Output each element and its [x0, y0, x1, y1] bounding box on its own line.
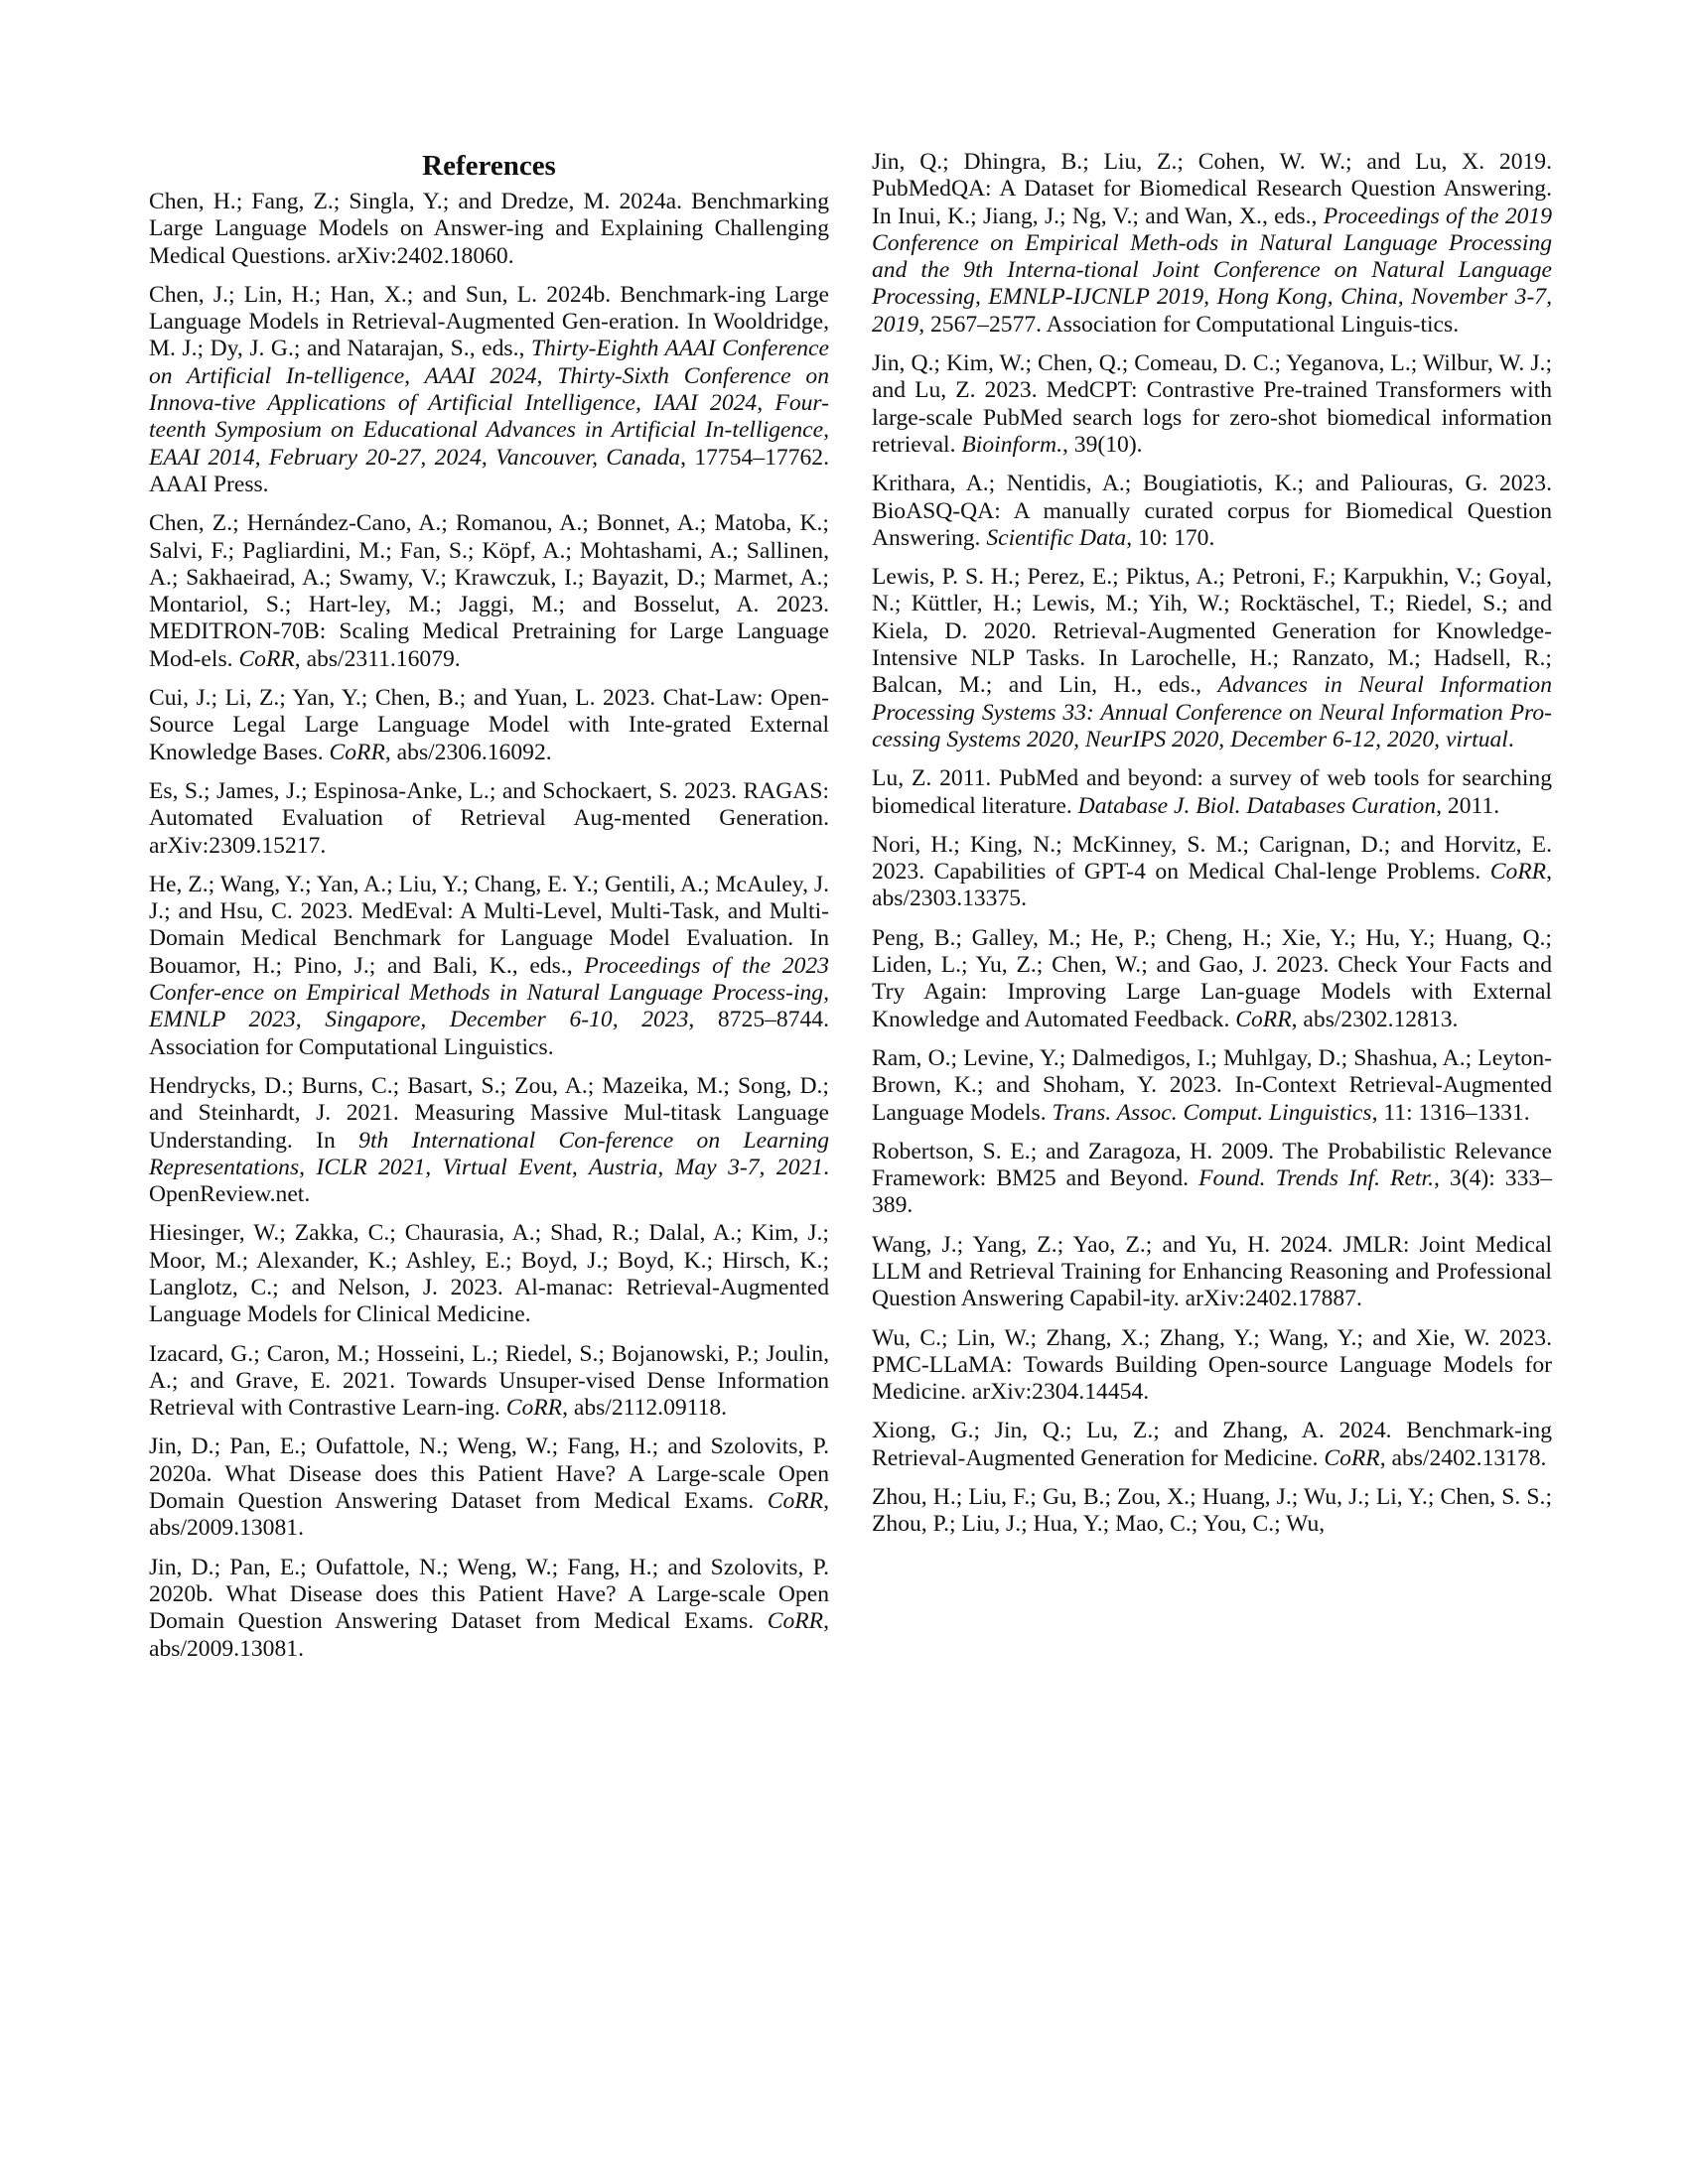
reference-venue: Found. Trends Inf. Retr.: [1198, 1165, 1434, 1192]
reference-tail: , 2011.: [1436, 792, 1500, 819]
reference-venue: CoRR: [1235, 1006, 1292, 1032]
reference-text: Izacard, G.; Caron, M.; Hosseini, L.; Riedel, S.; Bojanowski, P.; Joulin, A.; and Grave, E. 2021. Towards Unsuper-vised Dense Information Retrieval with Contrastive Learn-ing.: [149, 1340, 829, 1422]
reference-entry: [872, 1325, 1552, 1407]
reference-tail: .: [1507, 726, 1514, 752]
reference-entry: [149, 1341, 829, 1423]
reference-entry: [872, 1139, 1552, 1220]
reference-tail: , abs/2302.12813.: [1291, 1006, 1459, 1032]
reference-venue: Database J. Biol. Databases Curation: [1077, 792, 1437, 819]
reference-entry: [149, 189, 829, 270]
reference-venue: CoRR: [767, 1608, 824, 1635]
reference-venue: Proceedings of the 2023 Confer-ence on Empirical Methods in Natural Language Process-ing, EMNLP 2023, Singapore, December 6-10, 2023: [149, 952, 829, 1033]
reference-text: Jin, D.; Pan, E.; Oufattole, N.; Weng, W.; Fang, H.; and Szolovits, P. 2020a. What Disease does this Patient Have? A Large-scale Open Domain Question Answering Dataset from Medical Exams.: [149, 1433, 829, 1515]
reference-venue: Trans. Assoc. Comput. Linguistics: [1052, 1099, 1372, 1126]
reference-venue: CoRR: [1489, 859, 1547, 886]
reference-text: Lu, Z. 2011. PubMed and beyond: a survey of web tools for searching biomedical literature.: [872, 765, 1552, 819]
reference-venue: Thirty-Eighth AAAI Conference on Artificial In-telligence, AAAI 2024, Thirty-Sixth Conference on Innova-tive Applications of Artificial Intelligence, IAAI 2024, Four-teenth Symposium on Educational Advances in Artificial In-telligence, EAAI 2014, February 20-27, 2024, Vancouver, Canada: [149, 336, 829, 471]
reference-tail: , 8725–8744. Association for Computational Linguistics.: [149, 1007, 829, 1060]
reference-tail: . OpenReview.net.: [149, 1154, 829, 1208]
reference-text: Robertson, S. E.; and Zaragoza, H. 2009. The Probabilistic Relevance Framework: BM25 and Beyond.: [872, 1138, 1552, 1192]
reference-text: Peng, B.; Galley, M.; He, P.; Cheng, H.; Xie, Y.; Hu, Y.; Huang, Q.; Liden, L.; Yu, Z.; Chen, W.; and Gao, J. 2023. Check Your Facts and Try Again: Improving Large Lan-guage Models with External Knowledge and Automated Feedback.: [872, 924, 1552, 1032]
reference-text: Zhou, H.; Liu, F.; Gu, B.; Zou, X.; Huang, J.; Wu, J.; Li, Y.; Chen, S. S.; Zhou, P.; Liu, J.; Hua, Y.; Mao, C.; You, C.; Wu,: [872, 1484, 1552, 1538]
reference-text: Lewis, P. S. H.; Perez, E.; Piktus, A.; Petroni, F.; Karpukhin, V.; Goyal, N.; Küttler, H.; Lewis, M.; Yih, W.; Rocktäschel, T.; Riedel, S.; and Kiela, D. 2020. Retrieval-Augmented Generation for Knowledge-Intensive NLP Tasks. In Larochelle, H.; Ranzato, M.; Hadsell, R.; Balcan, M.; and Lin, H., eds.,: [872, 564, 1552, 699]
reference-entry: [149, 872, 829, 1061]
reference-tail: , 17754–17762. AAAI Press.: [149, 444, 830, 497]
reference-text: Es, S.; James, J.; Espinosa-Anke, L.; and Schockaert, S. 2023. RAGAS: Automated Evaluation of Retrieval Aug-mented Generation. arXiv:2309.15217.: [149, 777, 829, 859]
reference-tail: , 11: 1316–1331.: [1371, 1099, 1530, 1126]
reference-text: Wu, C.; Lin, W.; Zhang, X.; Zhang, Y.; Wang, Y.; and Xie, W. 2023. PMC-LLaMA: Towards Building Open-source Language Models for Medicine. arXiv:2304.14454.: [872, 1324, 1552, 1406]
reference-text: Jin, Q.; Kim, W.; Chen, Q.; Comeau, D. C.; Yeganova, L.; Wilbur, W. J.; and Lu, Z. 2023. MedCPT: Contrastive Pre-trained Transformers with large-scale PubMed search logs for zero-shot biomedical information retrieval.: [872, 350, 1552, 458]
reference-text: Chen, H.; Fang, Z.; Singla, Y.; and Dredze, M. 2024a. Benchmarking Large Language Models on Answer-ing and Explaining Challenging Medical Questions. arXiv:2402.18060.: [149, 189, 829, 269]
reference-tail: , abs/2306.16092.: [384, 739, 552, 765]
reference-entry: [872, 1232, 1552, 1313]
reference-tail: , abs/2402.13178.: [1379, 1444, 1547, 1471]
reference-entry: [149, 1073, 829, 1208]
reference-entry: [149, 685, 829, 766]
reference-text: Chen, J.; Lin, H.; Han, X.; and Sun, L. 2024b. Benchmark-ing Large Language Models in Retrieval-Augmented Gen-eration. In Wooldridge, M. J.; Dy, J. G.; and Natarajan, S., eds.,: [149, 281, 829, 362]
reference-text: Hiesinger, W.; Zakka, C.; Chaurasia, A.; Shad, R.; Dalal, A.; Kim, J.; Moor, M.; Alexander, K.; Ashley, E.; Boyd, J.; Boyd, K.; Hirsch, K.; Langlotz, C.; and Nelson, J. 2023. Al-manac: Retrieval-Augmented Language Models for Clinical Medicine.: [149, 1220, 829, 1328]
reference-venue: Scientific Data: [986, 524, 1127, 551]
reference-entry: [872, 1418, 1552, 1472]
reference-entry: [872, 765, 1552, 820]
reference-text: Wang, J.; Yang, Z.; Yao, Z.; and Yu, H. 2024. JMLR: Joint Medical LLM and Retrieval Training for Enhancing Reasoning and Professional Question Answering Capabil-ity. arXiv:2402.17887.: [872, 1231, 1552, 1312]
reference-entry: [872, 925, 1552, 1033]
reference-text: Xiong, G.; Jin, Q.; Lu, Z.; and Zhang, A. 2024. Benchmark-ing Retrieval-Augmented Generation for Medicine.: [872, 1418, 1552, 1471]
reference-venue: CoRR: [767, 1488, 824, 1515]
reference-tail: , abs/2311.16079.: [294, 645, 461, 672]
reference-venue: 9th International Con-ference on Learning Representations, ICLR 2021, Virtual Event, Austria, May 3-7, 2021: [149, 1127, 829, 1180]
reference-entry: [872, 564, 1552, 753]
reference-entry: [149, 282, 829, 498]
reference-entry: [872, 1045, 1552, 1127]
reference-tail: , 39(10).: [1061, 431, 1143, 458]
reference-text: Cui, J.; Li, Z.; Yan, Y.; Chen, B.; and Yuan, L. 2023. Chat-Law: Open-Source Legal Large Language Model with Inte-grated External Knowledge Bases.: [149, 685, 829, 765]
reference-entry: [149, 778, 829, 860]
reference-venue: CoRR: [329, 739, 385, 765]
reference-text: Hendrycks, D.; Burns, C.; Basart, S.; Zou, A.; Mazeika, M.; Song, D.; and Steinhardt, J. 2021. Measuring Massive Mul-titask Language Understanding. In: [149, 1072, 829, 1154]
reference-venue: Bioinform.: [961, 431, 1062, 458]
reference-entry: [872, 1484, 1552, 1539]
reference-entry: [872, 350, 1552, 459]
reference-text: Jin, D.; Pan, E.; Oufattole, N.; Weng, W.; Fang, H.; and Szolovits, P. 2020b. What Disease does this Patient Have? A Large-scale Open Domain Question Answering Dataset from Medical Exams.: [149, 1554, 829, 1635]
reference-entry: [149, 1220, 829, 1328]
reference-venue: CoRR: [238, 645, 295, 672]
reference-entry: [149, 1433, 829, 1542]
reference-venue: Advances in Neural Information Processing Systems 33: Annual Conference on Neural Information Pro-cessing Systems 2020, NeurIPS 2020, December 6-12, 2020, virtual: [872, 672, 1552, 752]
reference-venue: CoRR: [1324, 1444, 1380, 1471]
reference-entry: [872, 471, 1552, 552]
reference-tail: , abs/2009.13081.: [149, 1488, 829, 1542]
reference-text: Krithara, A.; Nentidis, A.; Bougiatiotis, K.; and Paliouras, G. 2023. BioASQ-QA: A manually curated corpus for Biomedical Question Answering.: [872, 471, 1552, 551]
reference-tail: , abs/2303.13375.: [872, 859, 1552, 912]
reference-text: Ram, O.; Levine, Y.; Dalmedigos, I.; Muhlgay, D.; Shashua, A.; Leyton-Brown, K.; and Shoham, Y. 2023. In-Context Retrieval-Augmented Language Models.: [872, 1044, 1552, 1126]
reference-text: He, Z.; Wang, Y.; Yan, A.; Liu, Y.; Chang, E. Y.; Gentili, A.; McAuley, J. J.; and Hsu, C. 2023. MedEval: A Multi-Level, Multi-Task, and Multi-Domain Medical Benchmark for Language Model Evaluation. In Bouamor, H.; Pino, J.; and Bali, K., eds.,: [149, 871, 829, 979]
reference-text: Nori, H.; King, N.; McKinney, S. M.; Carignan, D.; and Horvitz, E. 2023. Capabilities of GPT-4 on Medical Chal-lenge Problems.: [872, 831, 1552, 886]
section-title: References: [422, 150, 556, 182]
reference-venue: CoRR: [505, 1395, 563, 1422]
reference-entry: [149, 1555, 829, 1663]
reference-tail: , 10: 170.: [1126, 524, 1215, 551]
reference-entry: [149, 510, 829, 673]
reference-tail: , abs/2112.09118.: [562, 1395, 728, 1422]
reference-list-left: [149, 189, 829, 1663]
reference-text: Chen, Z.; Hernández-Cano, A.; Romanou, A.; Bonnet, A.; Matoba, K.; Salvi, F.; Pagliardini, M.; Fan, S.; Köpf, A.; Mohtashami, A.; Sallinen, A.; Sakhaeirad, A.; Swamy, V.; Krawczuk, I.; Bayazit, D.; Marmet, A.; Montariol, S.; Hart-ley, M.; Jaggi, M.; and Bosselut, A. 2023. MEDITRON-70B: Scaling Medical Pretraining for Large Language Mod-els.: [149, 510, 829, 672]
reference-tail: , 3(4): 333–389.: [872, 1165, 1552, 1219]
reference-entry: [872, 149, 1552, 339]
reference-venue: Proceedings of the 2019 Conference on Empirical Meth-ods in Natural Language Processing and the 9th Interna-tional Joint Conference on Natural Language Processing, EMNLP-IJCNLP 2019, Hong Kong, China, November 3-7, 2019: [872, 203, 1553, 338]
left-column: [149, 149, 829, 1675]
right-column: [872, 149, 1552, 1551]
reference-list-right: [872, 149, 1552, 1539]
reference-tail: , 2567–2577. Association for Computational Linguis-tics.: [918, 311, 1460, 338]
reference-tail: , abs/2009.13081.: [149, 1608, 829, 1662]
reference-text: Jin, Q.; Dhingra, B.; Liu, Z.; Cohen, W. W.; and Lu, X. 2019. PubMedQA: A Dataset for Biomedical Research Question Answering. In Inui, K.; Jiang, J.; Ng, V.; and Wan, X., eds.,: [872, 149, 1552, 229]
reference-entry: [872, 832, 1552, 913]
